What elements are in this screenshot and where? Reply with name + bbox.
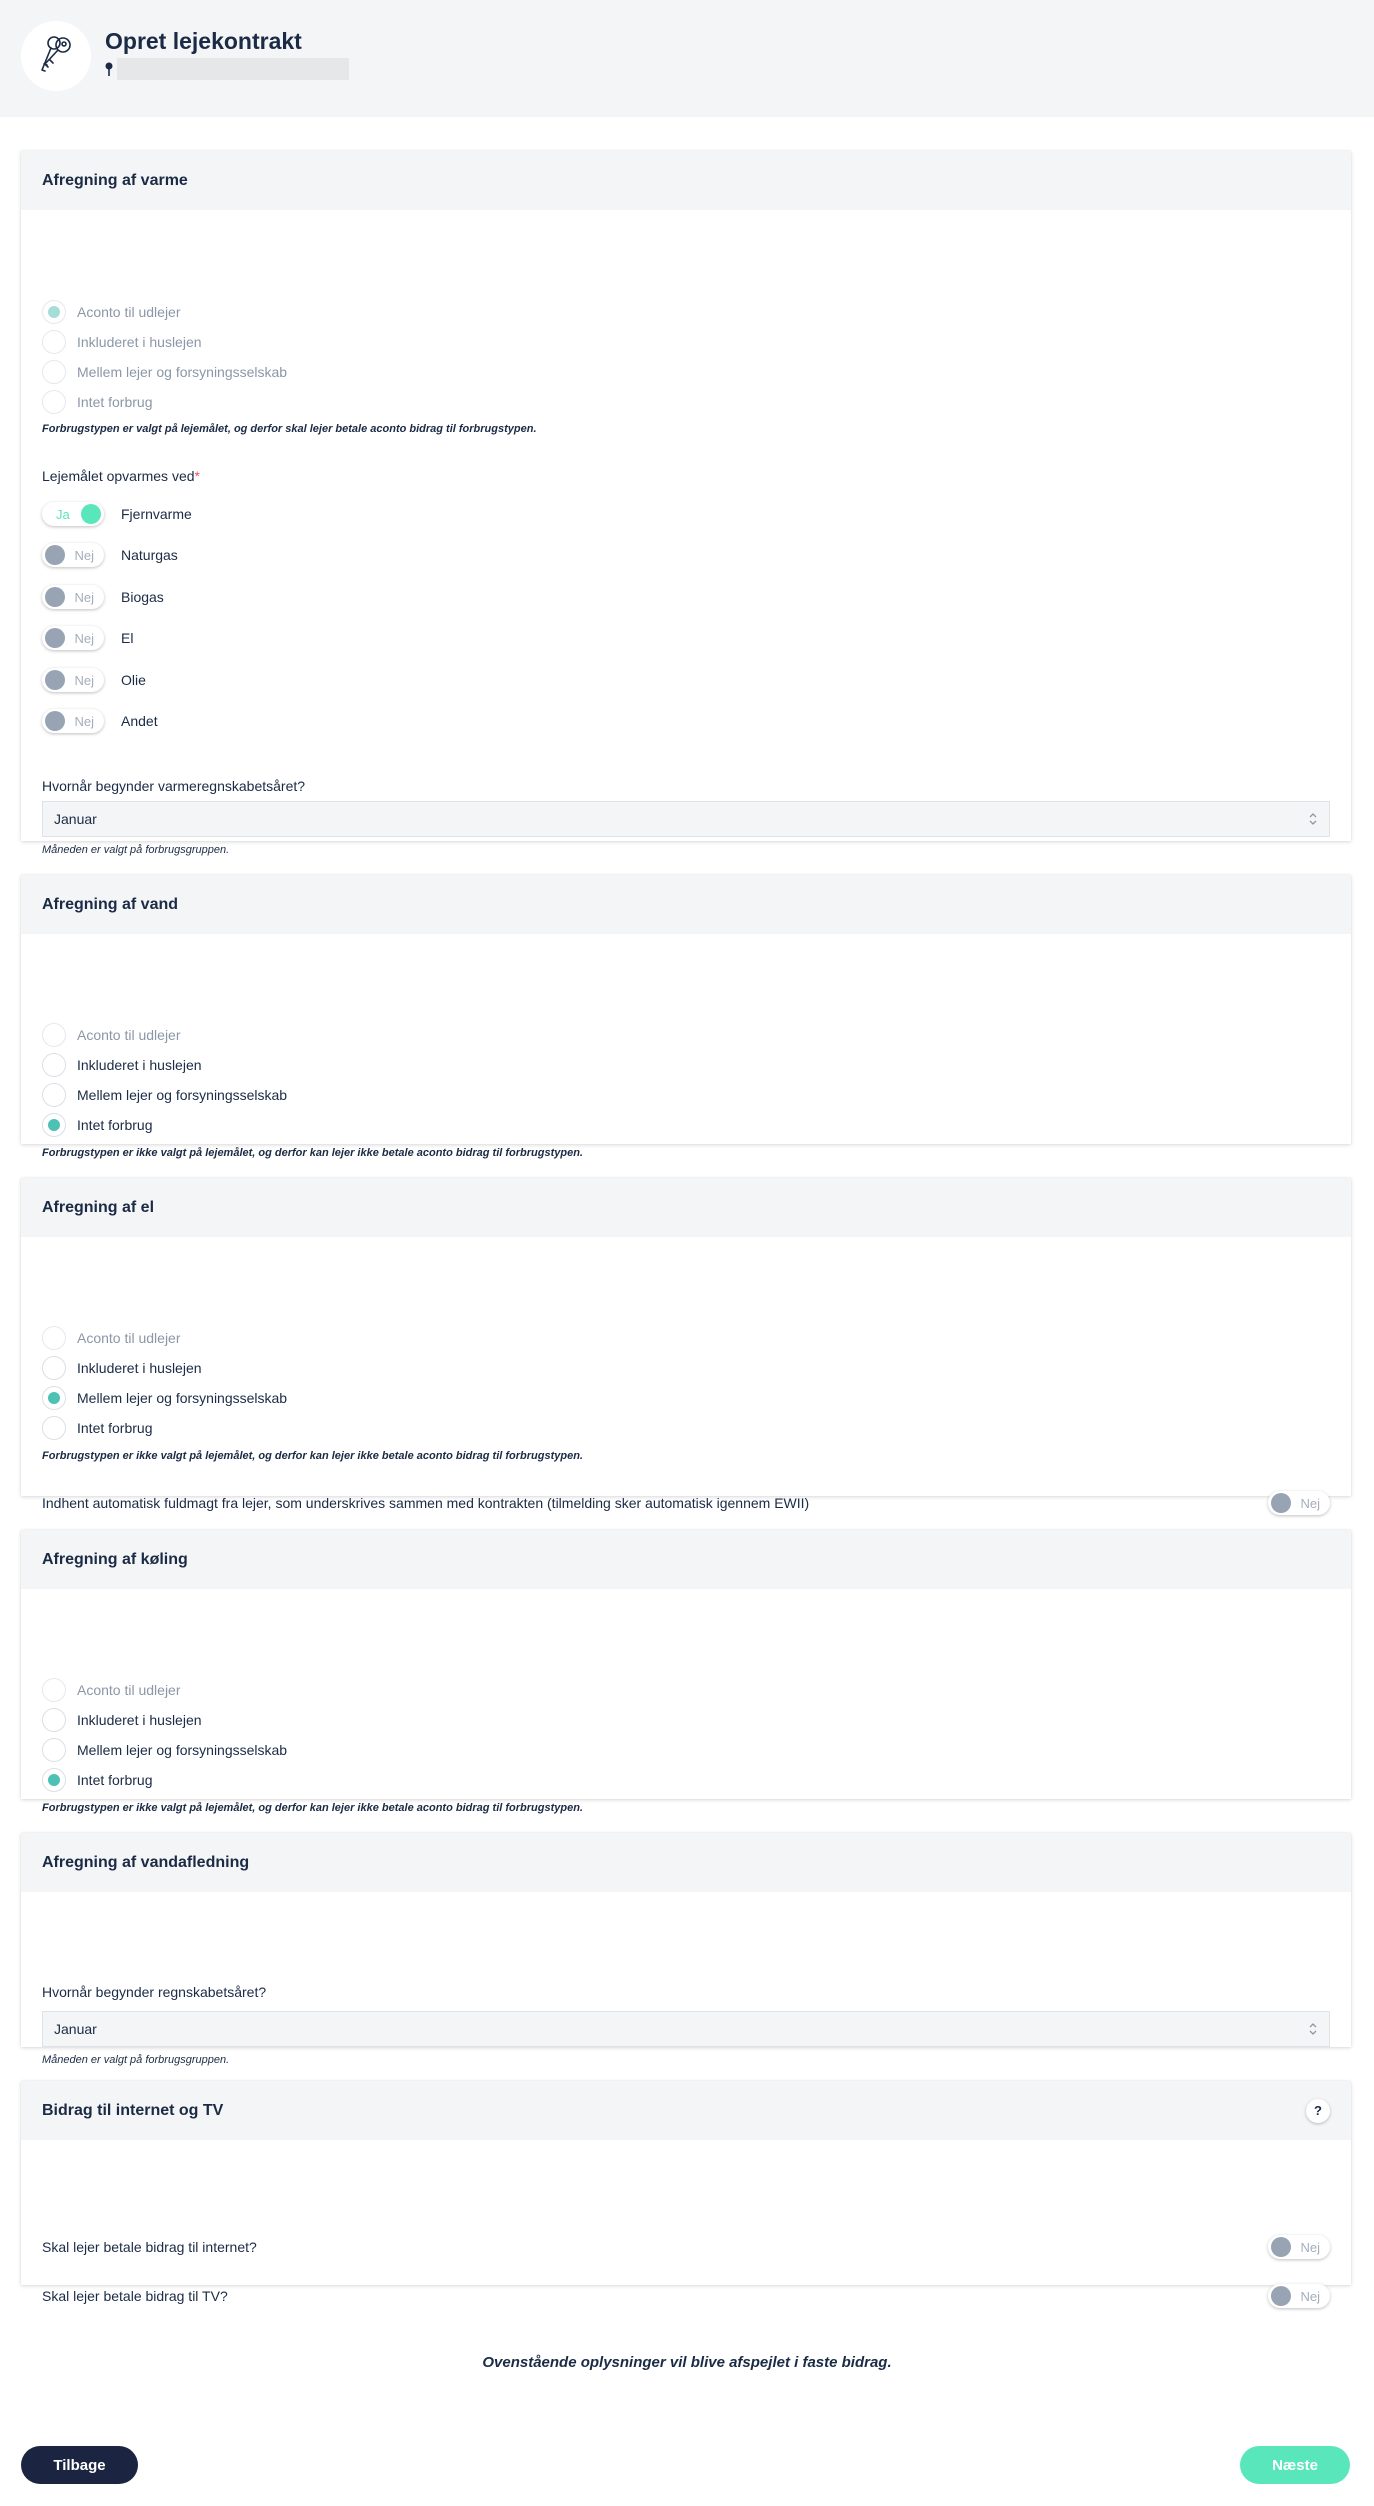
heating-note: Forbrugstypen er valgt på lejemålet, og derfor skal lejer betale aconto bidrag til forbrugstypen. bbox=[42, 423, 537, 435]
toggle-switch[interactable]: Nej bbox=[42, 626, 104, 650]
heat-source-name: Andet bbox=[121, 713, 158, 729]
electricity-title: Afregning af el bbox=[42, 1198, 155, 1216]
drainage-card bbox=[21, 1833, 1351, 2066]
radio-button[interactable] bbox=[42, 1768, 66, 1792]
toggle-switch[interactable]: Nej bbox=[42, 668, 104, 692]
heated-by-label: Lejemålet opvarmes ved* bbox=[42, 468, 200, 484]
address-row bbox=[105, 58, 349, 80]
toggle-switch[interactable]: Nej bbox=[42, 709, 104, 733]
select-value: Januar bbox=[54, 2021, 97, 2037]
heat-source-name: Olie bbox=[121, 672, 146, 688]
electricity-option-none[interactable] bbox=[42, 1413, 153, 1443]
required-mark: * bbox=[194, 468, 200, 484]
internet-tv-card bbox=[21, 2081, 1351, 2304]
water-note: Forbrugstypen er ikke valgt på lejemålet, og derfor kan lejer ikke betale aconto bidrag til forbrugstypen. bbox=[42, 1147, 583, 1159]
water-option-included[interactable] bbox=[42, 1050, 202, 1080]
heating-title: Afregning af varme bbox=[42, 171, 188, 189]
heating-card-header bbox=[21, 151, 1351, 210]
sort-icon bbox=[1308, 812, 1318, 826]
cooling-card bbox=[21, 1530, 1351, 1814]
radio-button[interactable] bbox=[42, 390, 66, 414]
heating-year-start-note: Måneden er valgt på forbrugsgruppen. bbox=[42, 844, 230, 856]
radio-label: Intet forbrug bbox=[77, 394, 153, 410]
radio-label: Inkluderet i huslejen bbox=[77, 1057, 202, 1073]
electricity-option-aconto[interactable] bbox=[42, 1323, 181, 1353]
electricity-option-supplier[interactable] bbox=[42, 1383, 287, 1413]
cooling-option-aconto[interactable] bbox=[42, 1675, 181, 1705]
drainage-title: Afregning af vandafledning bbox=[42, 1853, 250, 1871]
tv-contribution-label: Skal lejer betale bidrag til TV? bbox=[42, 2288, 228, 2304]
water-option-none[interactable] bbox=[42, 1110, 153, 1140]
water-option-aconto[interactable] bbox=[42, 1020, 181, 1050]
radio-button[interactable] bbox=[42, 1053, 66, 1077]
radio-label: Aconto til udlejer bbox=[77, 1330, 181, 1346]
water-card-header bbox=[21, 875, 1351, 934]
electricity-proxy-label: Indhent automatisk fuldmagt fra lejer, som underskrives sammen med kontrakten (tilmelding sker automatisk igennem EWII) bbox=[42, 1495, 810, 1511]
cooling-note: Forbrugstypen er ikke valgt på lejemålet, og derfor kan lejer ikke betale aconto bidrag til forbrugstypen. bbox=[42, 1802, 583, 1814]
radio-label: Mellem lejer og forsyningsselskab bbox=[77, 1742, 288, 1758]
drainage-year-start-label: Hvornår begynder regnskabetsåret? bbox=[42, 1984, 267, 2000]
radio-label: Mellem lejer og forsyningsselskab bbox=[77, 364, 288, 380]
water-title: Afregning af vand bbox=[42, 895, 179, 913]
radio-label: Inkluderet i huslejen bbox=[77, 334, 202, 350]
heat-source-fjernvarme bbox=[42, 499, 192, 529]
radio-button[interactable] bbox=[42, 300, 66, 324]
cooling-title: Afregning af køling bbox=[42, 1550, 188, 1568]
heating-year-start-label: Hvornår begynder varmeregnskabetsåret? bbox=[42, 778, 306, 794]
radio-label: Intet forbrug bbox=[77, 1117, 153, 1133]
radio-button[interactable] bbox=[42, 1083, 66, 1107]
radio-button[interactable] bbox=[42, 1738, 66, 1762]
drainage-card-header bbox=[21, 1833, 1351, 1892]
electricity-card-header bbox=[21, 1178, 1351, 1237]
cooling-option-included[interactable] bbox=[42, 1705, 202, 1735]
heating-card bbox=[21, 151, 1351, 856]
help-button[interactable]: ? bbox=[1306, 2099, 1330, 2123]
radio-button[interactable] bbox=[42, 1326, 66, 1350]
radio-label: Aconto til udlejer bbox=[77, 1682, 181, 1698]
internet-contribution-row bbox=[42, 2232, 1330, 2262]
cooling-card-header bbox=[21, 1530, 1351, 1589]
sort-icon bbox=[1308, 2022, 1318, 2036]
heating-option-aconto[interactable] bbox=[42, 297, 181, 327]
radio-button[interactable] bbox=[42, 1416, 66, 1440]
radio-label: Mellem lejer og forsyningsselskab bbox=[77, 1390, 288, 1406]
electricity-option-included[interactable] bbox=[42, 1353, 202, 1383]
radio-button[interactable] bbox=[42, 1113, 66, 1137]
electricity-proxy-row bbox=[42, 1488, 1330, 1518]
toggle-switch[interactable]: Nej bbox=[42, 585, 104, 609]
heating-year-start-select[interactable] bbox=[42, 801, 1330, 837]
heating-option-supplier[interactable] bbox=[42, 357, 287, 387]
heat-source-name: Biogas bbox=[121, 589, 164, 605]
page-title: Opret lejekontrakt bbox=[105, 28, 302, 54]
page-header bbox=[0, 0, 1374, 117]
radio-button[interactable] bbox=[42, 360, 66, 384]
radio-button[interactable] bbox=[42, 1708, 66, 1732]
radio-label: Aconto til udlejer bbox=[77, 304, 181, 320]
heat-source-name: Fjernvarme bbox=[121, 506, 192, 522]
water-card bbox=[21, 875, 1351, 1159]
heat-source-olie bbox=[42, 665, 146, 695]
toggle-switch[interactable]: Nej bbox=[1268, 2284, 1330, 2308]
address-placeholder bbox=[117, 58, 349, 80]
electricity-card bbox=[21, 1178, 1351, 1511]
radio-button[interactable] bbox=[42, 330, 66, 354]
radio-label: Inkluderet i huslejen bbox=[77, 1360, 202, 1376]
cooling-option-none[interactable] bbox=[42, 1765, 153, 1795]
radio-button[interactable] bbox=[42, 1386, 66, 1410]
radio-label: Intet forbrug bbox=[77, 1772, 153, 1788]
back-button[interactable]: Tilbage bbox=[21, 2446, 138, 2484]
toggle-switch[interactable]: Ja bbox=[42, 502, 104, 526]
toggle-switch[interactable]: Nej bbox=[1268, 2235, 1330, 2259]
drainage-year-start-note: Måneden er valgt på forbrugsgruppen. bbox=[42, 2054, 230, 2066]
heating-option-included[interactable] bbox=[42, 327, 202, 357]
keys-icon bbox=[21, 21, 91, 91]
cooling-option-supplier[interactable] bbox=[42, 1735, 287, 1765]
heating-option-none[interactable] bbox=[42, 387, 153, 417]
select-value: Januar bbox=[54, 811, 97, 827]
internet-contribution-label: Skal lejer betale bidrag til internet? bbox=[42, 2239, 257, 2255]
heat-source-el bbox=[42, 623, 133, 653]
toggle-switch[interactable]: Nej bbox=[42, 543, 104, 567]
next-button[interactable]: Næste bbox=[1240, 2446, 1350, 2484]
radio-label: Intet forbrug bbox=[77, 1420, 153, 1436]
internet-tv-title: Bidrag til internet og TV bbox=[42, 2101, 224, 2119]
heat-source-andet bbox=[42, 706, 158, 736]
radio-label: Aconto til udlejer bbox=[77, 1027, 181, 1043]
water-option-supplier[interactable] bbox=[42, 1080, 287, 1110]
toggle-switch[interactable]: Nej bbox=[1268, 1491, 1330, 1515]
radio-button[interactable] bbox=[42, 1678, 66, 1702]
tv-contribution-row bbox=[42, 2281, 1330, 2311]
radio-label: Mellem lejer og forsyningsselskab bbox=[77, 1087, 288, 1103]
heat-source-name: Naturgas bbox=[121, 547, 178, 563]
footer-note: Ovenstående oplysninger vil blive afspejlet i faste bidrag. bbox=[482, 2354, 892, 2371]
internet-tv-card-header bbox=[21, 2081, 1351, 2140]
map-pin-icon bbox=[105, 62, 113, 76]
radio-label: Inkluderet i huslejen bbox=[77, 1712, 202, 1728]
heat-source-biogas bbox=[42, 582, 164, 612]
heat-source-naturgas bbox=[42, 540, 178, 570]
radio-button[interactable] bbox=[42, 1023, 66, 1047]
electricity-note: Forbrugstypen er ikke valgt på lejemålet, og derfor kan lejer ikke betale aconto bidrag til forbrugstypen. bbox=[42, 1450, 583, 1462]
heat-source-name: El bbox=[121, 630, 134, 646]
drainage-year-start-select[interactable] bbox=[42, 2011, 1330, 2047]
radio-button[interactable] bbox=[42, 1356, 66, 1380]
